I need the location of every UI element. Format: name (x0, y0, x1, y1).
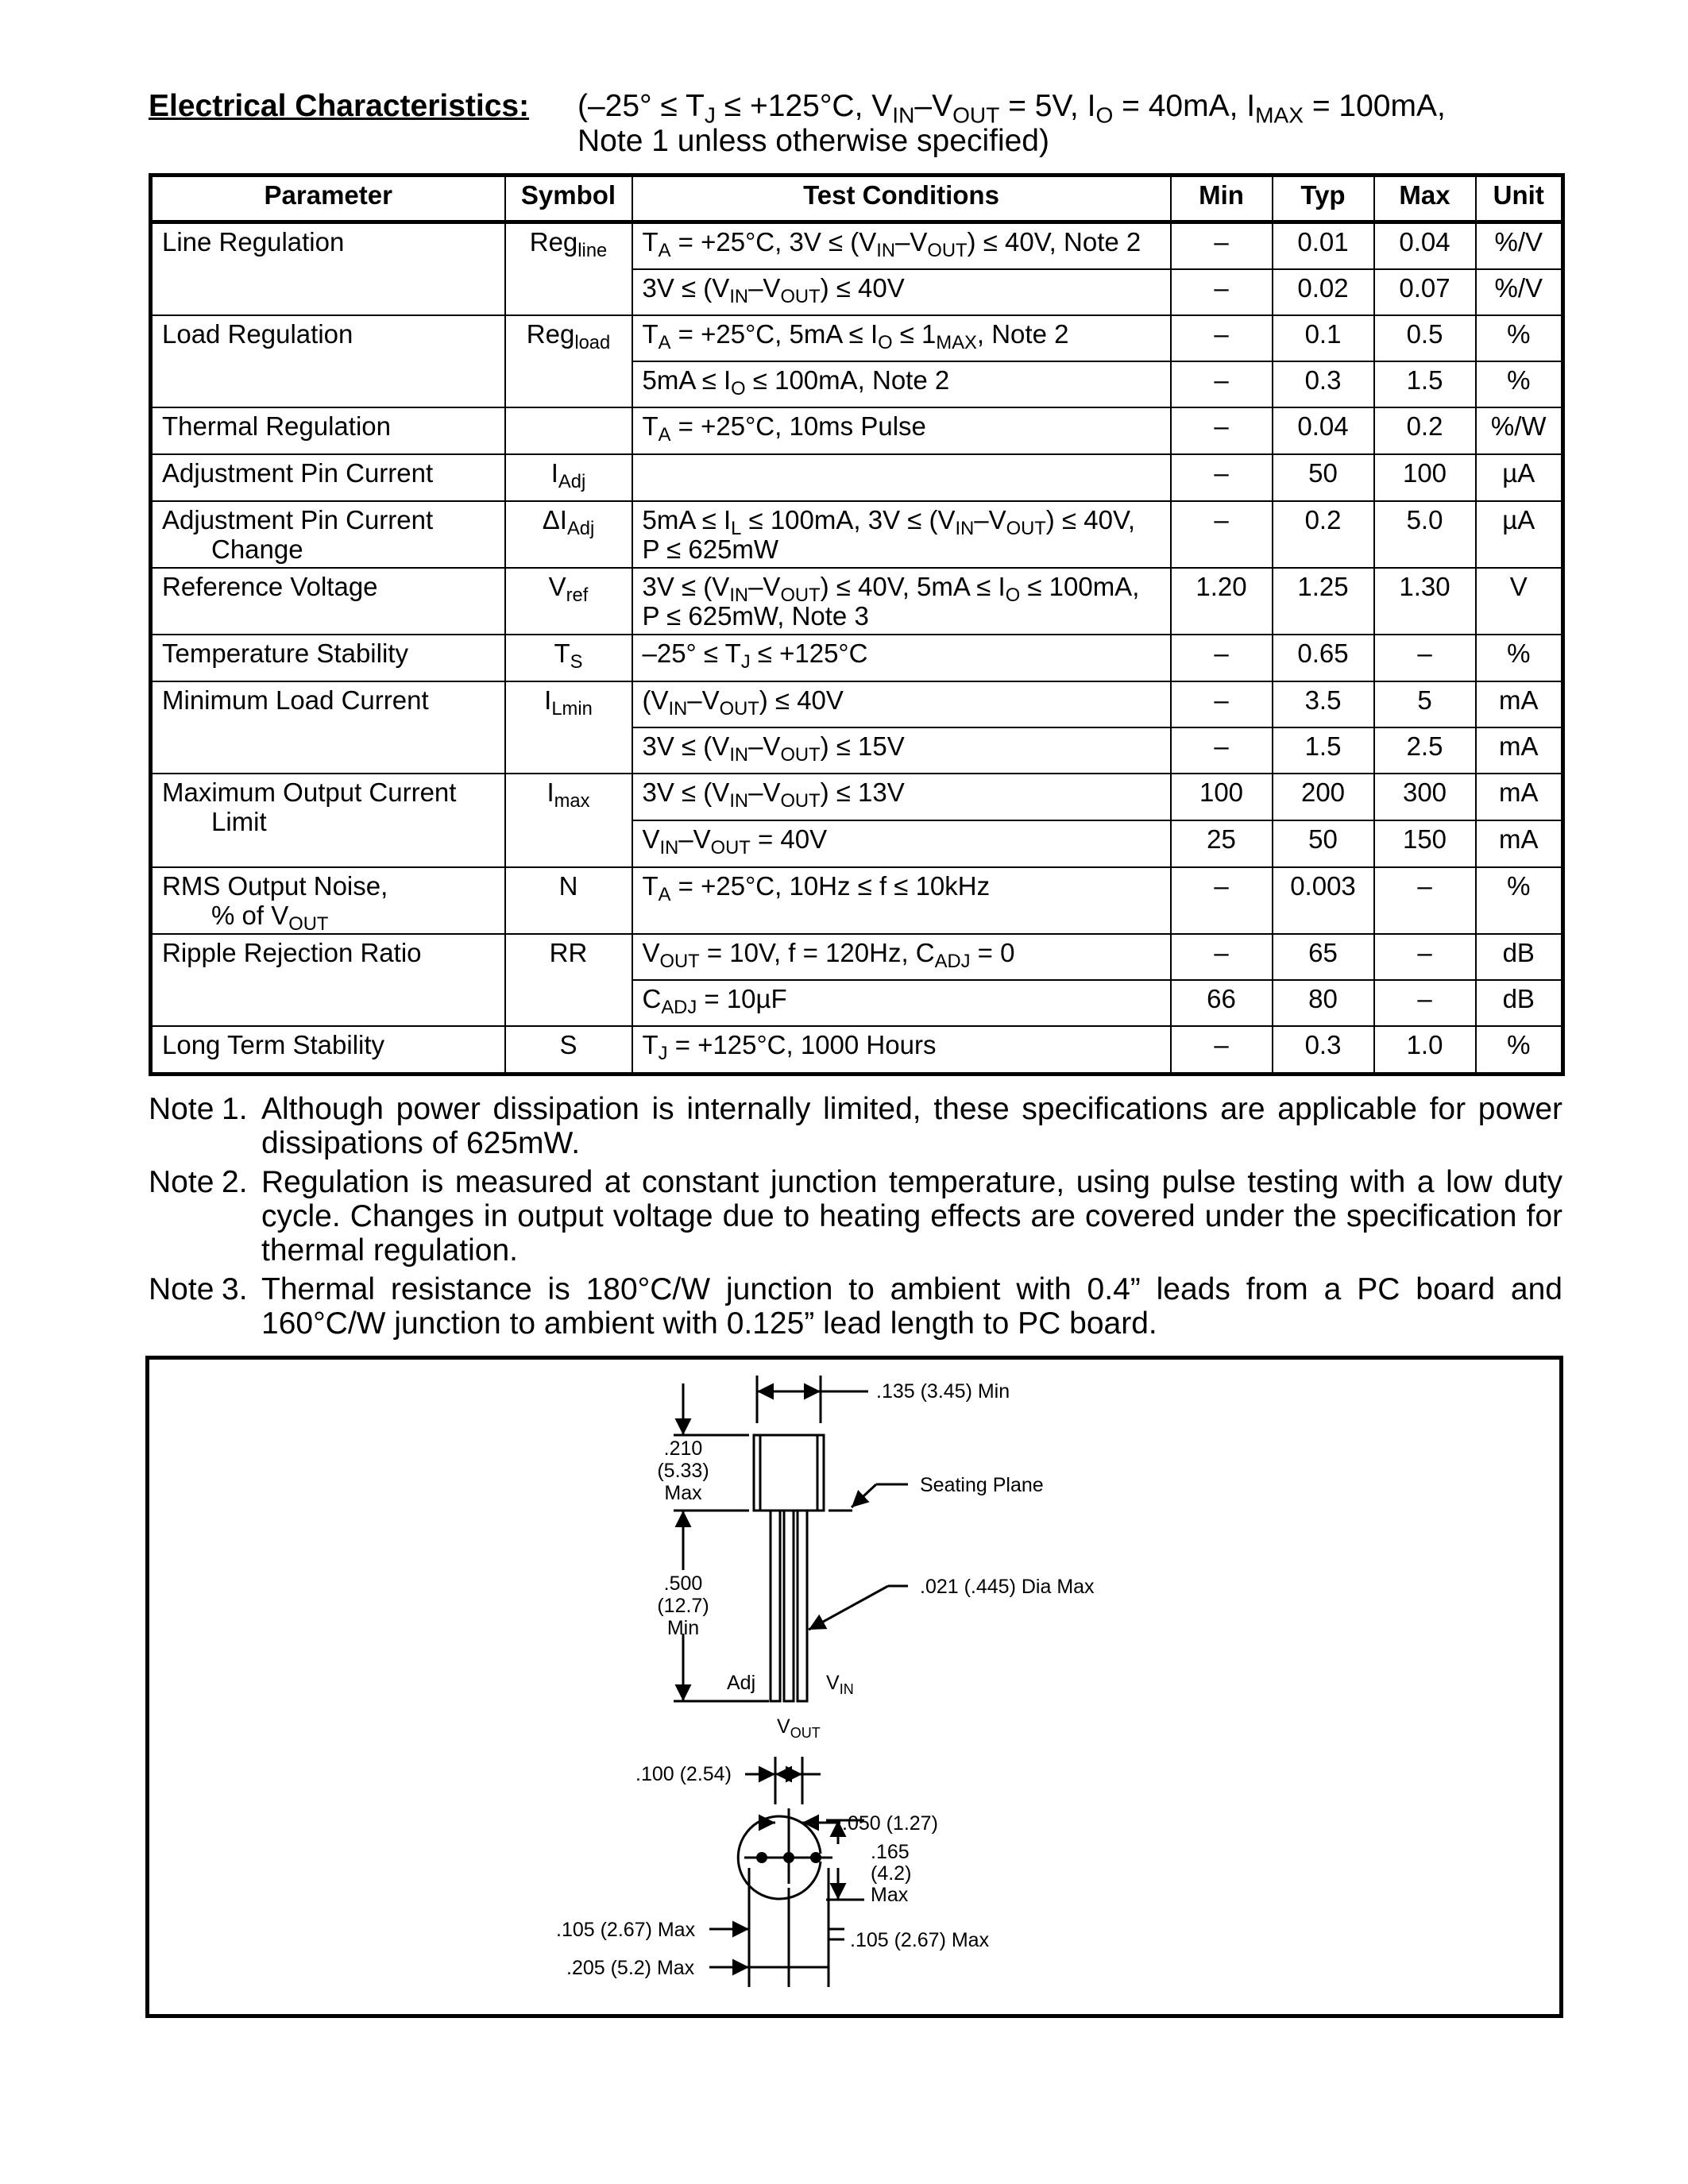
dim-lead-length-3: Min (666, 1617, 700, 1639)
typ-cell: 50 (1273, 820, 1374, 867)
condition-cell (632, 454, 1171, 501)
table-row (151, 315, 1563, 361)
table-header-row (151, 176, 1563, 222)
dim-lead-length-2: (12.7) (657, 1595, 709, 1617)
min-cell: – (1171, 934, 1273, 980)
min-cell: 100 (1171, 774, 1273, 820)
param-cell: Maximum Output Current Limit (151, 774, 505, 867)
typ-cell: 0.01 (1273, 222, 1374, 270)
unit-cell: mA (1476, 774, 1563, 820)
pin-label-vin: $V_{IN}$ (826, 1672, 854, 1697)
typ-cell: 0.2 (1273, 501, 1374, 568)
typ-cell: 1.25 (1273, 568, 1374, 635)
symbol-cell: RR (505, 934, 632, 980)
pin-label-adj: Adj (727, 1672, 756, 1694)
typ-cell: 0.04 (1273, 407, 1374, 454)
electrical-characteristics-table (149, 173, 1565, 1076)
typ-cell: 0.65 (1273, 635, 1374, 681)
dim-height-2: (4.2) (871, 1862, 912, 1885)
note-number: 1. (222, 1092, 248, 1126)
section-heading (149, 89, 1578, 159)
unit-cell: dB (1476, 980, 1563, 1026)
symbol-cell (505, 361, 632, 407)
note-text: Thermal resistance is 180°C/W junction to ambient with 0.4” leads from a PC board and 160°C/W junction to ambient with 0.125” lead length to PC board. (261, 1272, 1562, 1341)
unit-cell: mA (1476, 820, 1563, 867)
pin-dot-vin (810, 1852, 821, 1863)
to92-body (754, 1435, 824, 1511)
condition-cell: $T_A = +25^\circ C$, $3V \le (V_{IN}-V_{OUT}) \le 40V$, Note 2 (632, 222, 1171, 270)
lead-vin (798, 1511, 807, 1701)
max-cell: 300 (1374, 774, 1476, 820)
note-number: 2. (222, 1165, 248, 1199)
min-cell: – (1171, 222, 1273, 270)
min-cell: – (1171, 867, 1273, 934)
dim-205: .205 (5.2) Max (566, 1957, 695, 1979)
max-cell: 5.0 (1374, 501, 1476, 568)
dim-105-left: .105 (2.67) Max (556, 1919, 696, 1941)
symbol-cell: S (505, 1026, 632, 1075)
max-cell: 1.0 (1374, 1026, 1476, 1075)
heading-conditions-line1: ($-25^\circ \le T_J \le +125^\circ C$, $V_{IN}-V_{OUT} = 5V$, $I_O = 40mA$, $I_{MAX} = 100mA$, (577, 89, 1446, 128)
param-cell: Temperature Stability (151, 635, 505, 681)
pin-dot-vout (783, 1852, 794, 1863)
max-cell: – (1374, 934, 1476, 980)
condition-cell: $3V \le (V_{IN}-V_{OUT}) \le 15V$ (632, 727, 1171, 774)
note-label: Note (149, 1272, 214, 1306)
seating-plane-label: Seating Plane (920, 1474, 1044, 1496)
condition-cell: $C_{ADJ} = 10\mu F$ (632, 980, 1171, 1026)
header-typ: Typ (1273, 176, 1374, 222)
max-cell: – (1374, 980, 1476, 1026)
max-cell: 100 (1374, 454, 1476, 501)
header-symbol: Symbol (505, 176, 632, 222)
dim-body-width: .135 (3.45) Min (876, 1380, 1010, 1403)
table-row (151, 454, 1563, 501)
dim-height-3: Max (871, 1884, 909, 1906)
max-cell: 0.07 (1374, 269, 1476, 315)
lead-vout (784, 1511, 794, 1701)
table-row (151, 568, 1563, 635)
max-cell: 0.2 (1374, 407, 1476, 454)
condition-cell: $3V \le (V_{IN}-V_{OUT}) \le 13V$ (632, 774, 1171, 820)
symbol-cell: N (505, 867, 632, 934)
max-cell: 0.04 (1374, 222, 1476, 270)
dim-height-1: .165 (871, 1841, 910, 1863)
condition-cell: $V_{IN}-V_{OUT} = 40V$ (632, 820, 1171, 867)
min-cell: – (1171, 407, 1273, 454)
note-2 (149, 1165, 1562, 1268)
heading-conditions-line2: Note 1 unless otherwise specified) (577, 124, 1049, 158)
typ-cell: 3.5 (1273, 681, 1374, 727)
min-cell: – (1171, 635, 1273, 681)
min-cell: 1.20 (1171, 568, 1273, 635)
condition-cell: $(V_{IN}-V_{OUT}) \le 40V$ (632, 681, 1171, 727)
table-row (151, 1026, 1563, 1075)
typ-cell: 200 (1273, 774, 1374, 820)
min-cell: – (1171, 454, 1273, 501)
heading-title: Electrical Characteristics: (149, 89, 530, 123)
min-cell: – (1171, 361, 1273, 407)
max-cell: 1.30 (1374, 568, 1476, 635)
typ-cell: 0.1 (1273, 315, 1374, 361)
header-parameter: Parameter (151, 176, 505, 222)
table-row (151, 407, 1563, 454)
max-cell: 2.5 (1374, 727, 1476, 774)
min-cell: – (1171, 727, 1273, 774)
note-label: Note (149, 1092, 214, 1126)
table-row (151, 222, 1563, 270)
condition-cell: $T_A = +25^\circ C$, 10Hz ≤ f ≤ 10kHz (632, 867, 1171, 934)
note-number: 3. (222, 1272, 248, 1306)
symbol-cell (505, 980, 632, 1026)
param-cell: Reference Voltage (151, 568, 505, 635)
param-cell: Load Regulation (151, 315, 505, 361)
table-row (151, 635, 1563, 681)
unit-cell: mA (1476, 681, 1563, 727)
typ-cell: 50 (1273, 454, 1374, 501)
param-cell: Minimum Load Current (151, 681, 505, 727)
max-cell: 150 (1374, 820, 1476, 867)
note-1 (149, 1092, 1562, 1160)
min-cell: – (1171, 1026, 1273, 1075)
symbol-cell: $I_{max}$ (505, 774, 632, 867)
condition-cell: $3V \le (V_{IN}-V_{OUT}) \le 40V$ (632, 269, 1171, 315)
unit-cell: dB (1476, 934, 1563, 980)
typ-cell: 0.3 (1273, 361, 1374, 407)
table-row (151, 501, 1563, 568)
table-row (151, 361, 1563, 407)
param-cell (151, 727, 505, 774)
symbol-cell: Reg$_{load}$ (505, 315, 632, 361)
symbol-cell: $I_{Lmin}$ (505, 681, 632, 727)
note-3 (149, 1272, 1562, 1341)
symbol-cell: $\Delta I_{Adj}$ (505, 501, 632, 568)
param-cell: Adjustment Pin Current Change (151, 501, 505, 568)
notes-section (149, 1092, 1562, 1345)
pin-label-vout: $V_{OUT}$ (777, 1715, 821, 1741)
param-cell (151, 269, 505, 315)
heading-conditions (577, 89, 1531, 159)
condition-cell: $5mA \le I_O \le 100mA$, Note 2 (632, 361, 1171, 407)
dim-body-height-2: (5.33) (657, 1460, 709, 1482)
min-cell: – (1171, 269, 1273, 315)
symbol-cell: Reg$_{line}$ (505, 222, 632, 270)
param-cell (151, 980, 505, 1026)
package-drawing-svg (149, 1360, 1559, 2014)
table-row (151, 774, 1563, 820)
note-text: Regulation is measured at constant junction temperature, using pulse testing with a low duty cycle. Changes in output voltage due to heating effects are covered under the specification for thermal regulation. (261, 1165, 1562, 1268)
unit-cell: mA (1476, 727, 1563, 774)
max-cell: – (1374, 867, 1476, 934)
table-row (151, 980, 1563, 1026)
dim-pitch: .100 (2.54) (635, 1763, 732, 1785)
note-text: Although power dissipation is internally limited, these specifications are applicable for power dissipations of 625mW. (261, 1092, 1562, 1160)
dim-body-height-1: .210 (663, 1437, 703, 1460)
lead-adj (771, 1511, 780, 1701)
typ-cell: 0.003 (1273, 867, 1374, 934)
note-label: Note (149, 1165, 214, 1199)
table-row (151, 269, 1563, 315)
min-cell: 66 (1171, 980, 1273, 1026)
max-cell: 5 (1374, 681, 1476, 727)
header-unit: Unit (1476, 176, 1563, 222)
min-cell: – (1171, 501, 1273, 568)
dim-105-right: .105 (2.67) Max (850, 1929, 990, 1951)
condition-cell: $T_A = +25^\circ C$, 10ms Pulse (632, 407, 1171, 454)
symbol-cell (505, 269, 632, 315)
header-test-conditions: Test Conditions (632, 176, 1171, 222)
typ-cell: 65 (1273, 934, 1374, 980)
unit-cell: µA (1476, 501, 1563, 568)
symbol-cell: $T_S$ (505, 635, 632, 681)
table-row (151, 681, 1563, 727)
table-row (151, 934, 1563, 980)
table-row (151, 867, 1563, 934)
header-max: Max (1374, 176, 1476, 222)
unit-cell: µA (1476, 454, 1563, 501)
max-cell: 0.5 (1374, 315, 1476, 361)
symbol-cell: $V_{ref}$ (505, 568, 632, 635)
symbol-cell (505, 407, 632, 454)
header-min: Min (1171, 176, 1273, 222)
unit-cell: V (1476, 568, 1563, 635)
pin-dot-adj (756, 1852, 767, 1863)
typ-cell: 0.3 (1273, 1026, 1374, 1075)
param-cell: Thermal Regulation (151, 407, 505, 454)
condition-cell: $V_{OUT} = 10V$, f = 120Hz, $C_{ADJ} = 0$ (632, 934, 1171, 980)
condition-cell: $5mA \le I_L \le 100mA$, $3V \le (V_{IN}-V_{OUT}) \le 40V$, P ≤ 625mW (632, 501, 1171, 568)
unit-cell: % (1476, 867, 1563, 934)
param-cell: RMS Output Noise, % of $V_{OUT}$ (151, 867, 505, 934)
typ-cell: 0.02 (1273, 269, 1374, 315)
symbol-cell (505, 727, 632, 774)
symbol-cell: $I_{Adj}$ (505, 454, 632, 501)
typ-cell: 80 (1273, 980, 1374, 1026)
param-cell: Ripple Rejection Ratio (151, 934, 505, 980)
typ-cell: 1.5 (1273, 727, 1374, 774)
condition-cell: $T_A = +25^\circ C$, $5mA \le I_O \le 1_{MAX}$, Note 2 (632, 315, 1171, 361)
dim-half-pitch: .050 (1.27) (842, 1812, 938, 1835)
condition-cell: $T_J = +125^\circ C$, 1000 Hours (632, 1026, 1171, 1075)
max-cell: – (1374, 635, 1476, 681)
unit-cell: %/V (1476, 222, 1563, 270)
dim-lead-length-1: .500 (663, 1572, 703, 1595)
param-cell: Long Term Stability (151, 1026, 505, 1075)
max-cell: 1.5 (1374, 361, 1476, 407)
condition-cell: $-25^\circ \le T_J \le +125^\circ C$ (632, 635, 1171, 681)
min-cell: 25 (1171, 820, 1273, 867)
min-cell: – (1171, 681, 1273, 727)
unit-cell: % (1476, 315, 1563, 361)
unit-cell: % (1476, 361, 1563, 407)
unit-cell: %/W (1476, 407, 1563, 454)
unit-cell: % (1476, 1026, 1563, 1075)
dim-body-height-3: Max (664, 1482, 702, 1504)
param-cell: Adjustment Pin Current (151, 454, 505, 501)
unit-cell: %/V (1476, 269, 1563, 315)
param-cell (151, 361, 505, 407)
package-outline-drawing (145, 1356, 1563, 2018)
condition-cell: $3V \le (V_{IN}-V_{OUT}) \le 40V$, $5mA \le I_O \le 100mA$, P ≤ 625mW, Note 3 (632, 568, 1171, 635)
min-cell: – (1171, 315, 1273, 361)
table-row (151, 727, 1563, 774)
param-cell: Line Regulation (151, 222, 505, 270)
lead-diameter-label: .021 (.445) Dia Max (920, 1576, 1095, 1598)
unit-cell: % (1476, 635, 1563, 681)
